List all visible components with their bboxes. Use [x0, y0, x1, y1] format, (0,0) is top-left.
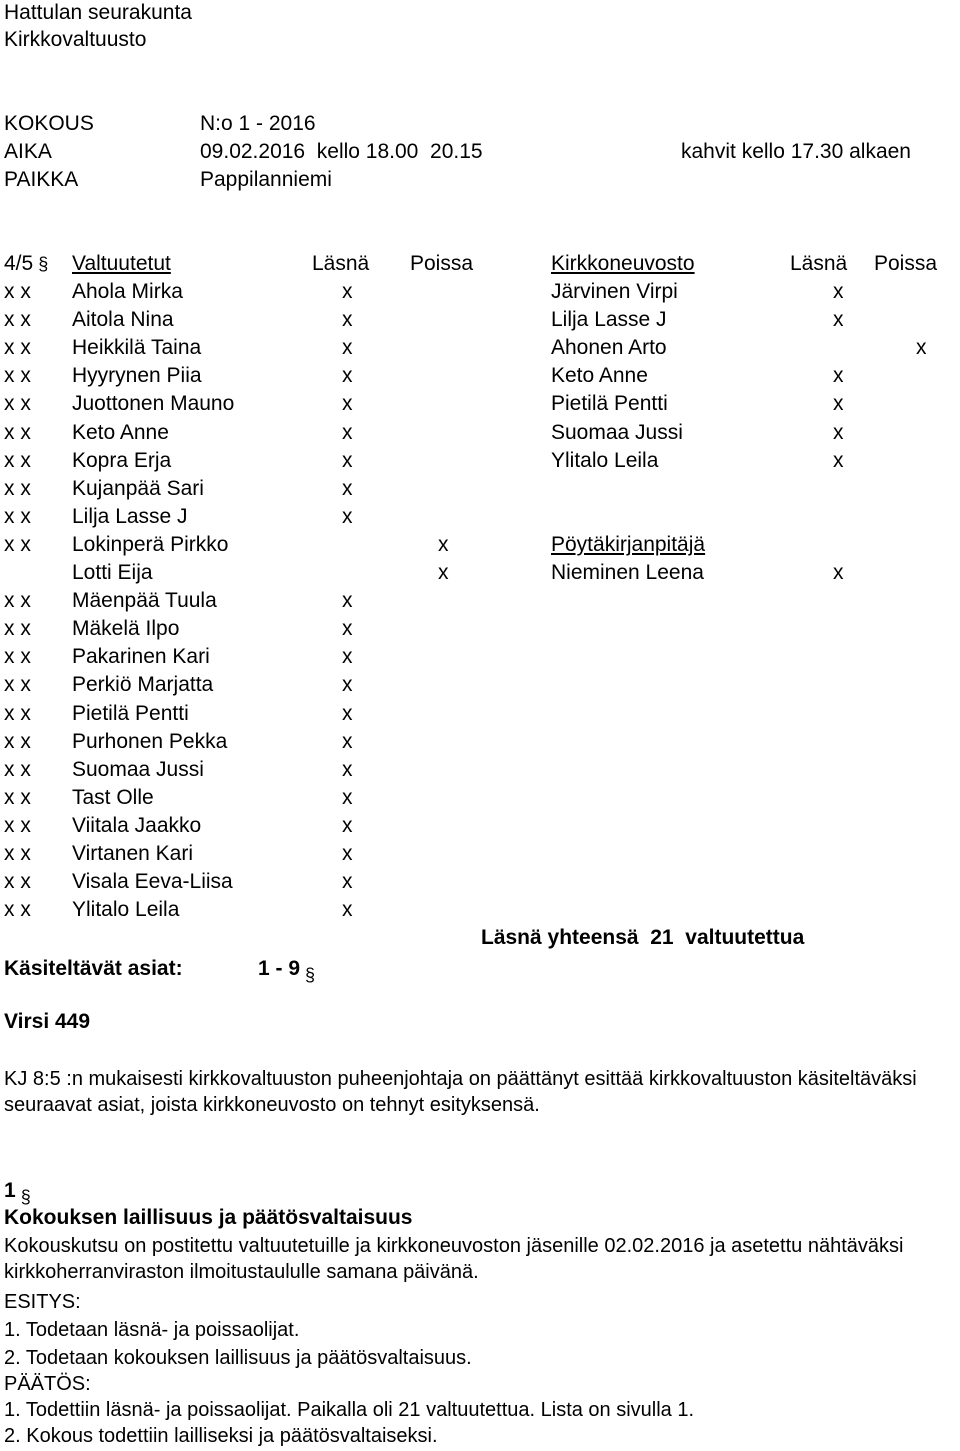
secretary-name: Nieminen Leena [551, 561, 704, 584]
delegate-name: Virtanen Kari [72, 842, 194, 865]
proposal-line-1: 1. Todetaan läsnä- ja poissaolijat. [4, 1319, 300, 1341]
hymn: Virsi 449 [4, 1010, 91, 1033]
delegate-present-mark: x [342, 673, 353, 696]
aika-value: 09.02.2016 kello 18.00 20.15 [200, 140, 483, 163]
delegate-marks: x x [4, 280, 31, 303]
delegate-marks: x x [4, 730, 31, 753]
decision-line-1: 1. Todettiin läsnä- ja poissaolijat. Paikalla oli 21 valtuutettua. Lista on sivulla 1. [4, 1399, 695, 1421]
delegate-present-mark: x [342, 898, 353, 921]
delegate-marks: x x [4, 673, 31, 696]
proposal-label: ESITYS: [4, 1291, 81, 1313]
present-header: Läsnä [312, 252, 370, 275]
delegate-marks: x x [4, 308, 31, 331]
council-header: Kirkkoneuvosto [551, 252, 695, 275]
delegate-name: Pietilä Pentti [72, 702, 189, 725]
delegate-present-mark: x [342, 308, 353, 331]
proposal-line-2: 2. Todetaan kokouksen laillisuus ja päätösvaltaisuus. [4, 1347, 472, 1369]
delegate-marks: x x [4, 898, 31, 921]
delegate-name: Purhonen Pekka [72, 730, 228, 753]
delegate-marks: x x [4, 786, 31, 809]
delegate-present-mark: x [342, 786, 353, 809]
delegate-name: Ahola Mirka [72, 280, 183, 303]
delegate-name: Aitola Nina [72, 308, 174, 331]
delegate-marks: x x [4, 392, 31, 415]
council-present-mark: x [833, 364, 844, 387]
delegate-present-mark: x [342, 589, 353, 612]
delegate-present-mark: x [342, 617, 353, 640]
delegate-marks: x x [4, 364, 31, 387]
delegate-present-mark: x [342, 730, 353, 753]
council-present-mark: x [833, 392, 844, 415]
delegate-present-mark: x [342, 814, 353, 837]
absent-header: Poissa [410, 252, 474, 275]
council-name: Järvinen Virpi [551, 280, 678, 303]
delegate-absent-mark: x [438, 533, 449, 556]
body-name: Kirkkovaltuusto [4, 28, 147, 51]
delegate-absent-mark: x [438, 561, 449, 584]
delegate-name: Lokinperä Pirkko [72, 533, 229, 556]
council-name: Suomaa Jussi [551, 421, 683, 444]
organization-name: Hattulan seurakunta [4, 1, 192, 24]
delegate-present-mark: x [342, 870, 353, 893]
delegate-marks: x x [4, 589, 31, 612]
delegate-name: Heikkilä Taina [72, 336, 202, 359]
quorum-ref: 4/5 § [4, 252, 49, 275]
delegate-name: Kopra Erja [72, 449, 172, 472]
delegate-name: Viitala Jaakko [72, 814, 202, 837]
delegate-name: Hyyrynen Piia [72, 364, 202, 387]
delegate-name: Mäenpää Tuula [72, 589, 217, 612]
council-name: Keto Anne [551, 364, 648, 387]
council-absent-header: Poissa [874, 252, 938, 275]
delegate-present-mark: x [342, 477, 353, 500]
delegate-marks: x x [4, 645, 31, 668]
delegate-present-mark: x [342, 645, 353, 668]
council-present-header: Läsnä [790, 252, 848, 275]
delegate-name: Kujanpää Sari [72, 477, 204, 500]
delegate-present-mark: x [342, 392, 353, 415]
item-title: Kokouksen laillisuus ja päätösvaltaisuus [4, 1206, 413, 1229]
paikka-label: PAIKKA [4, 168, 79, 191]
delegate-marks: x x [4, 533, 31, 556]
delegate-marks: x x [4, 505, 31, 528]
secretary-present-mark: x [833, 561, 844, 584]
delegate-present-mark: x [342, 280, 353, 303]
delegate-present-mark: x [342, 758, 353, 781]
delegate-name: Visala Eeva-Liisa [72, 870, 233, 893]
council-present-mark: x [833, 280, 844, 303]
delegate-marks: x x [4, 617, 31, 640]
delegate-present-mark: x [342, 421, 353, 444]
delegate-name: Ylitalo Leila [72, 898, 180, 921]
agenda-label: Käsiteltävät asiat: [4, 957, 183, 980]
secretary-header: Pöytäkirjanpitäjä [551, 533, 706, 556]
council-present-mark: x [833, 421, 844, 444]
aika-label: AIKA [4, 140, 52, 163]
delegate-name: Juottonen Mauno [72, 392, 235, 415]
kokous-value: N:o 1 - 2016 [200, 112, 316, 135]
delegate-name: Mäkelä Ilpo [72, 617, 180, 640]
delegate-name: Lotti Eija [72, 561, 153, 584]
delegate-present-mark: x [342, 505, 353, 528]
item-number: 1 § [4, 1179, 31, 1207]
delegates-header: Valtuutetut [72, 252, 171, 275]
section-sign-icon: § [300, 965, 316, 985]
agenda-range: 1 - 9 § [258, 957, 316, 985]
decision-line-2: 2. Kokous todettiin lailliseksi ja päätösvaltaiseksi. [4, 1425, 438, 1447]
council-name: Pietilä Pentti [551, 392, 668, 415]
section-sign-icon: § [33, 254, 49, 274]
delegate-present-mark: x [342, 702, 353, 725]
decision-label: PÄÄTÖS: [4, 1373, 91, 1395]
item-text: Kokouskutsu on postitettu valtuutetuille ja kirkkoneuvoston jäsenille 02.02.2016 ja asetettu nähtäväksi kirkkoherranviraston ilmoitustaululle samana päivänä. [4, 1235, 904, 1283]
delegate-present-mark: x [342, 842, 353, 865]
council-name: Lilja Lasse J [551, 308, 667, 331]
delegate-name: Pakarinen Kari [72, 645, 210, 668]
delegate-marks: x x [4, 449, 31, 472]
paikka-value: Pappilanniemi [200, 168, 332, 191]
delegate-marks: x x [4, 814, 31, 837]
delegate-marks: x x [4, 477, 31, 500]
delegate-name: Perkiö Marjatta [72, 673, 214, 696]
section-sign-icon: § [15, 1187, 31, 1207]
delegate-marks: x x [4, 336, 31, 359]
council-present-mark: x [833, 449, 844, 472]
delegate-name: Lilja Lasse J [72, 505, 188, 528]
delegate-name: Tast Olle [72, 786, 154, 809]
delegate-marks: x x [4, 421, 31, 444]
council-name: Ahonen Arto [551, 336, 667, 359]
delegate-marks: x x [4, 870, 31, 893]
delegate-name: Keto Anne [72, 421, 169, 444]
delegate-marks: x x [4, 702, 31, 725]
kokous-label: KOKOUS [4, 112, 94, 135]
delegate-present-mark: x [342, 364, 353, 387]
delegate-marks: x x [4, 842, 31, 865]
delegate-present-mark: x [342, 449, 353, 472]
delegate-name: Suomaa Jussi [72, 758, 204, 781]
intro-paragraph: KJ 8:5 :n mukaisesti kirkkovaltuuston puheenjohtaja on päättänyt esittää kirkkovaltuuston käsiteltäväksi seuraavat asiat, joista kirkkoneuvosto on tehnyt esityksensä. [4, 1068, 917, 1116]
council-present-mark: x [833, 308, 844, 331]
council-name: Ylitalo Leila [551, 449, 659, 472]
delegate-marks: x x [4, 758, 31, 781]
coffee-time: kahvit kello 17.30 alkaen [681, 140, 911, 163]
attendance-total: Läsnä yhteensä 21 valtuutettua [481, 926, 805, 949]
council-absent-mark: x [916, 336, 927, 359]
delegate-present-mark: x [342, 336, 353, 359]
